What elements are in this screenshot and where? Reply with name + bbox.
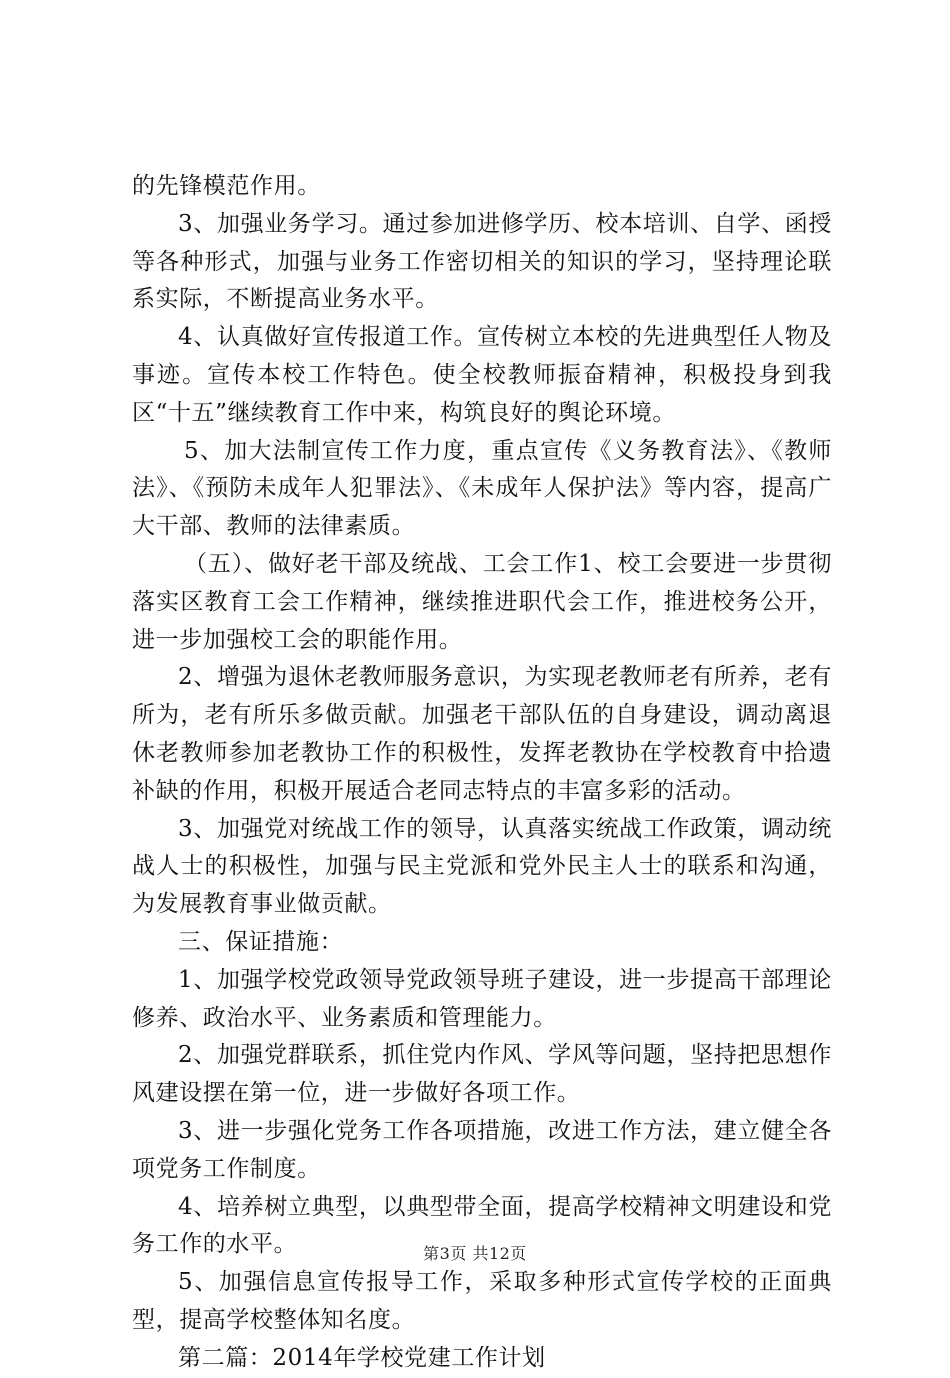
paragraph-publicity-reporting: 4、认真做好宣传报道工作。宣传树立本校的先进典型任人物及事迹。宣传本校工作特色。使全校教师振奋精神，积极投身到我区“十五”继续教育工作中来，构筑良好的舆论环境。: [132, 324, 832, 426]
paragraph-union-work: （五）、做好老干部及统战、工会工作1、校工会要进一步贯彻落实区教育工会工作精神，继续推进职代会工作，推进校务公开，进一步加强校工会的职能作用。: [132, 550, 832, 653]
paragraph-measure-4: 4、培养树立典型，以典型带全面，提高学校精神文明建设和党务工作的水平。: [132, 1193, 832, 1258]
document-body: [132, 168, 832, 1378]
paragraph-measure-3: 3、进一步强化党务工作各项措施，改进工作方法，建立健全各项党务工作制度。: [132, 1117, 832, 1182]
paragraph-united-front: 3、加强党对统战工作的领导，认真落实统战工作政策，调动统战人士的积极性，加强与民主党派和党外民主人士的联系和沟通，为发展教育事业做贡献。: [132, 815, 832, 918]
section-heading-guarantee-measures: 三、保证措施：: [178, 928, 344, 955]
paragraph-business-study: 3、加强业务学习。通过参加进修学历、校本培训、自学、函授等各种形式，加强与业务工作密切相关的知识的学习，坚持理论联系实际，不断提高业务水平。: [132, 210, 832, 313]
paragraph-measure-5: 5、加强信息宣传报导工作，采取多种形式宣传学校的正面典型，提高学校整体知名度。: [132, 1269, 832, 1333]
paragraph-continuation: 的先锋模范作用。: [132, 173, 321, 199]
paragraph-measure-2: 2、加强党群联系，抓住党内作风、学风等问题，坚持把思想作风建设摆在第一位，进一步做好各项工作。: [132, 1042, 832, 1107]
paragraph-legal-publicity: 5、加大法制宣传工作力度，重点宣传《义务教育法》、《教师法》、《预防未成年人犯罪法》、《未成年人保护法》等内容，提高广大干部、教师的法律素质。: [132, 437, 832, 540]
paragraph-retired-teachers: 2、增强为退休老教师服务意识，为实现老教师老有所养，老有所为，老有所乐多做贡献。加强老干部队伍的自身建设，调动离退休老教师参加老教协工作的积极性，发挥老教协在学校教育中拾遗补缺的作用，积极开展适合老同志特点的丰富多彩的活动。: [132, 664, 832, 804]
page-number-footer: 第3页 共12页: [423, 1244, 527, 1263]
chapter-heading-second: 第二篇：2014年学校党建工作计划: [178, 1344, 546, 1371]
paragraph-measure-1: 1、加强学校党政领导党政领导班子建设，进一步提高干部理论修养、政治水平、业务素质和管理能力。: [132, 966, 832, 1031]
